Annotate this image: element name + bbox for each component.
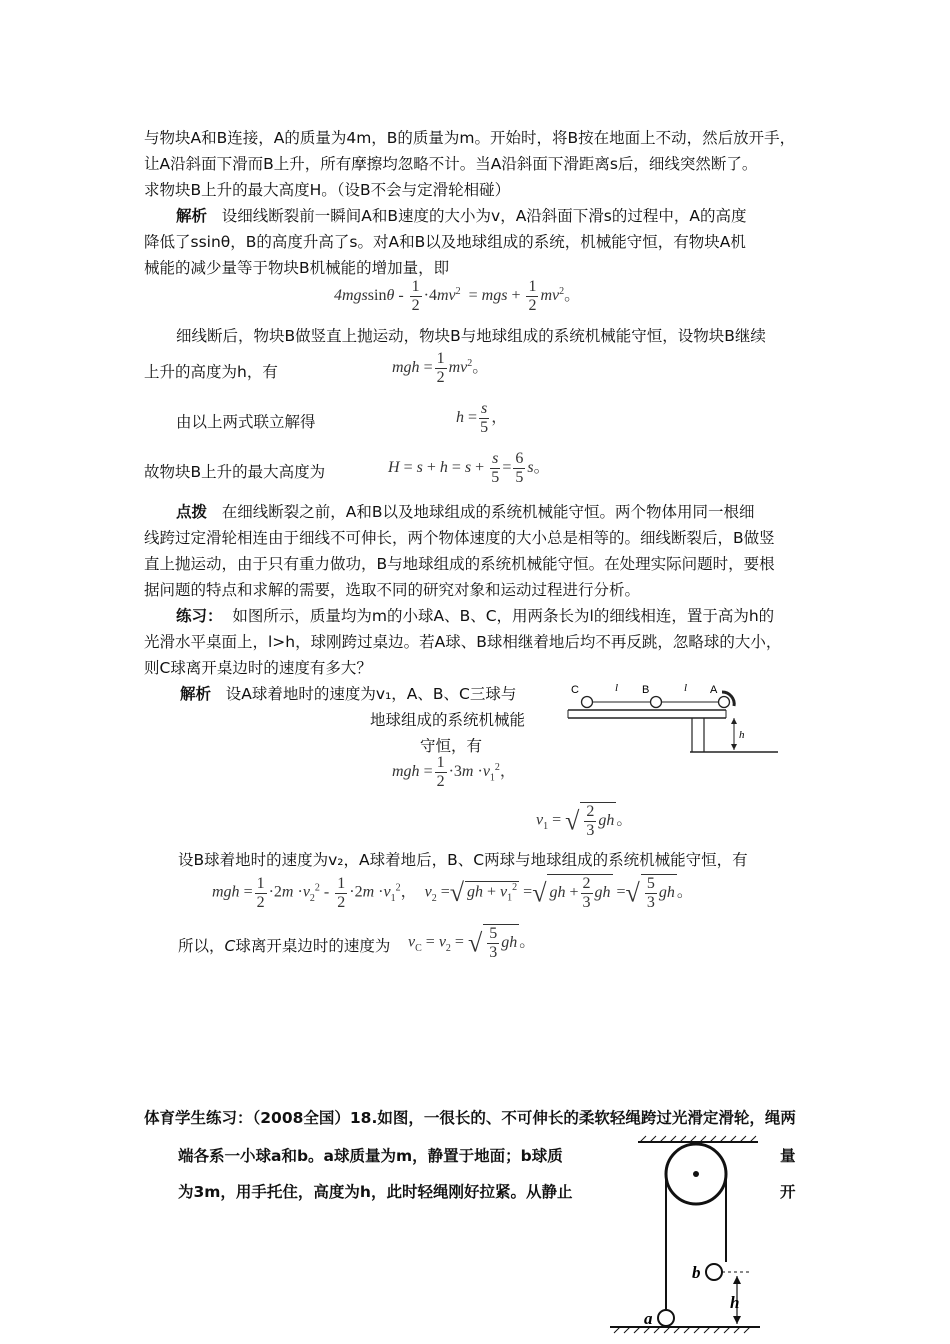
pe-line-3: 为3m，用手托住，高度为h，此时轻绳刚好拉紧。从静止 [178, 1183, 573, 1201]
problem-line-1: 与物块A和B连接，A的质量为4m，B的质量为m。开始时，将B按在地面上不动，然后放开手， [144, 129, 796, 147]
exercise-line-3: 则C球离开桌边时的速度有多大？ [144, 659, 372, 677]
pe-line-1: 体育学生练习：（2008全国）18.如图，一很长的、不可伸长的柔软轻绳跨过光滑定滑轮，绳两 [144, 1109, 796, 1127]
solution-2-line-3: 守恒，有 [420, 737, 483, 755]
problem-line-2: 让A沿斜面下滑而B上升，所有摩擦均忽略不计。当A沿斜面下滑距离s后，细线突然断了。 [144, 155, 758, 173]
solution-1-line-4: 细线断后，物块B做竖直上抛运动，物块B与地球组成的系统机械能守恒，设物块B继续 [176, 327, 766, 345]
solution-2-line-4: 设B球着地时的速度为v₂，A球着地后，B、C两球与地球组成的系统机械能守恒，有 [178, 851, 748, 869]
label-a-pulley: a [644, 1309, 653, 1328]
exercise-line-2: 光滑水平桌面上，l>h，球刚跨过桌边。若A球、B球相继着地后均不再反跳，忽略球的大小， [144, 633, 782, 651]
label-h: h [739, 729, 745, 741]
solution-2-text: 设A球着地时的速度为v₁，A、B、C三球与 [225, 685, 517, 703]
tip-line-2: 线跨过定滑轮相连由于细线不可伸长，两个物体速度的大小总是相等的。细线断裂后，B做竖 [144, 529, 775, 547]
label-h-pulley: h [730, 1293, 740, 1312]
label-b: B [642, 684, 650, 696]
tip-line-3: 直上抛运动，由于只有重力做功，B与地球组成的系统机械能守恒。在处理实际问题时，要根 [144, 555, 775, 573]
ball-c [582, 697, 593, 708]
equation-v2: mgh = $\frac{1}{2}$ $\cdot 2m \cdot v_2^2$ - $\frac{1}{2}$ $\cdot 2m \cdot v_1^2$， $v_2$ =√ gh + $v_1^2$ =√ gh + $\frac{2}{3}$ gh =√ $\frac{5}{3}$ gh 。 [212, 874, 693, 911]
solution-1-line-5: 上升的高度为h，有 [144, 363, 278, 381]
solution-1-text: 设细线断裂前一瞬间A和B速度的大小为v，A沿斜面下滑s的过程中，A的高度 [221, 207, 747, 225]
label-b-pulley: b [692, 1263, 701, 1282]
pe-line-2: 端各系一小球a和b。a球质量为m，静置于地面；b球质 [178, 1147, 563, 1165]
pe-line-3-right: 开 [780, 1183, 796, 1201]
label-a: A [710, 684, 718, 696]
table-figure [562, 678, 782, 758]
pe-line-2-right: 量 [780, 1147, 796, 1165]
equation-energy-conservation: 4mgssinθ - $\frac{1}{2}$ $\cdot 4mv^2$ = mgs + $\frac{1}{2}$ $mv^2$。 [334, 278, 581, 314]
solution-2-line-1 [180, 684, 516, 704]
equation-v1: $v_1$ = √ $\frac{2}{3}$ gh 。 [536, 803, 633, 839]
equation-mgh: mgh = $\frac{1}{2}$ $mv^2$。 [392, 350, 489, 386]
exercise-label: 练习： [176, 607, 223, 625]
solution-2-line-2: 地球组成的系统机械能 [370, 711, 526, 729]
equation-3m: mgh = $\frac{1}{2}$ $\cdot 3m \cdot v_1^2$， [392, 754, 516, 790]
problem-line-3: 求物块B上升的最大高度H。（设B不会与定滑轮相碰） [144, 181, 511, 199]
solution-1-line-7: 故物块B上升的最大高度为 [144, 463, 326, 481]
equation-h: h = $\frac{s}{5}$ ， [456, 400, 508, 436]
solution-label: 解析 [176, 207, 208, 225]
ball-a [719, 697, 730, 708]
equation-vc: $v_C = v_2$ = √ $\frac{5}{3}$ gh 。 [408, 925, 536, 961]
tip-text: 在细线断裂之前，A和B以及地球组成的系统机械能守恒。两个物体用同一根细 [221, 503, 755, 521]
solution-1-line-3: 械能的减少量等于物块B机械能的增加量，即 [144, 259, 450, 277]
label-l-2: l [684, 682, 688, 694]
ball-b [651, 697, 662, 708]
solution-1-line-1 [176, 206, 747, 226]
solution-1-line-6: 由以上两式联立解得 [176, 413, 316, 431]
pulley-figure [610, 1134, 780, 1344]
equation-H: H = s + h = s + $\frac{s}{5}$ = $\frac{6}{5}$ s。 [388, 450, 550, 486]
solution-2-line-5: 所以，C球离开桌边时的速度为 [178, 937, 391, 955]
ball-a-pulley [658, 1310, 674, 1326]
exercise-line-1 [176, 606, 774, 626]
solution-2-label: 解析 [180, 685, 212, 703]
tip-label: 点拨 [176, 503, 208, 521]
tip-line-1 [176, 502, 755, 522]
solution-1-line-2: 降低了ssinθ，B的高度升高了s。对A和B以及地球组成的系统，机械能守恒，有物块A机 [144, 233, 746, 251]
ball-b-pulley [706, 1264, 722, 1280]
tip-line-4: 据问题的特点和求解的需要，选取不同的研究对象和运动过程进行分析。 [144, 581, 641, 599]
exercise-text: 如图所示，质量均为m的小球A、B、C，用两条长为l的细线相连，置于高为h的 [232, 607, 775, 625]
label-l-1: l [615, 682, 619, 694]
label-c: C [571, 684, 579, 696]
